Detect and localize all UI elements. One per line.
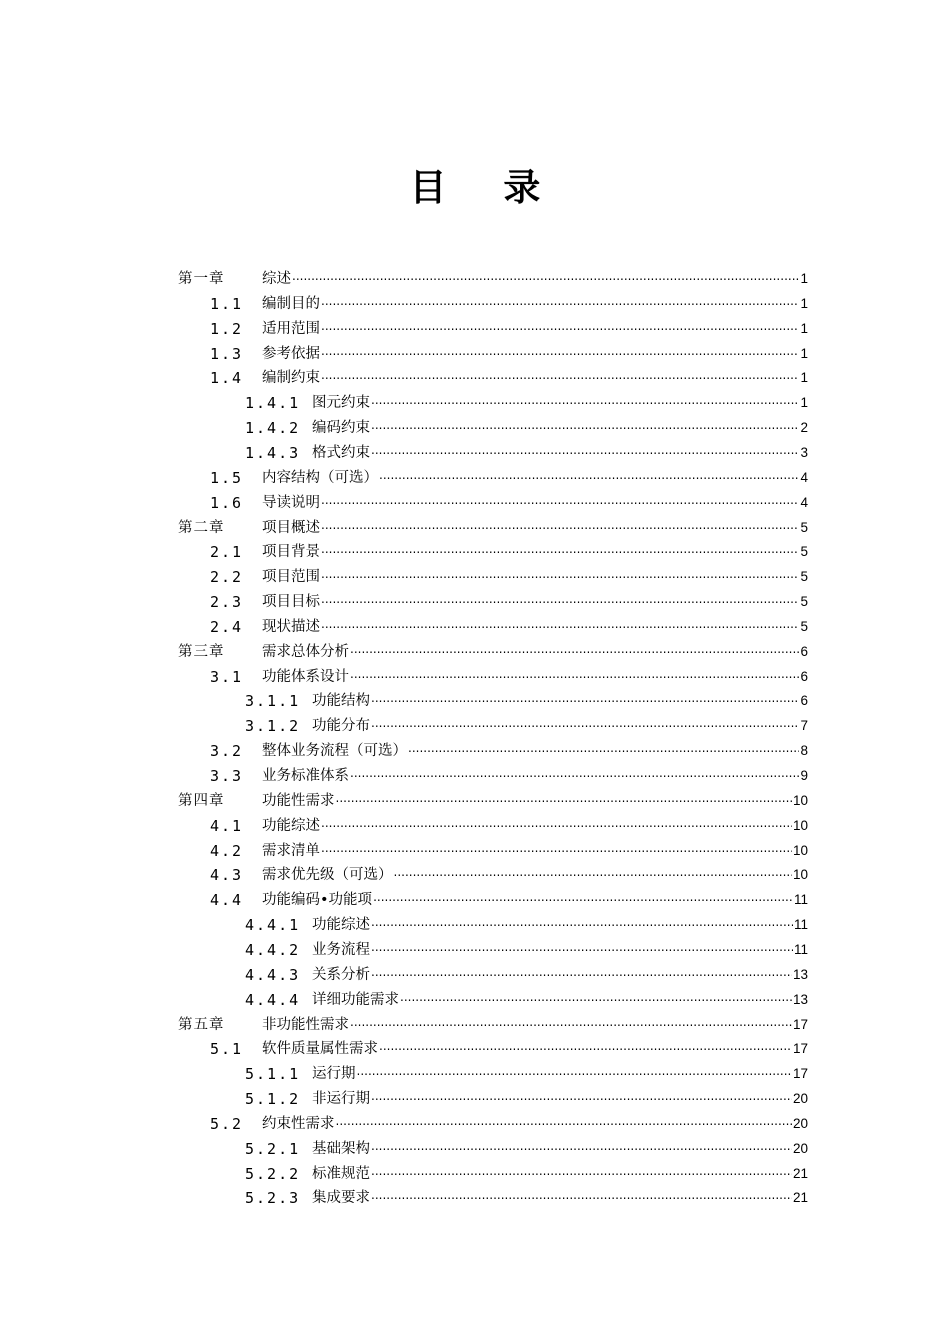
toc-entry-title: 需求优先级（可选） bbox=[262, 863, 394, 887]
toc-entry-page: 20 bbox=[792, 1091, 808, 1107]
toc-entry[interactable] bbox=[0, 963, 950, 987]
toc-entry[interactable] bbox=[0, 689, 950, 713]
toc-entry-number: 3.3 bbox=[210, 767, 244, 785]
toc-entry-number: 1.2 bbox=[210, 319, 244, 338]
toc-entry-page: 17 bbox=[792, 1041, 808, 1057]
toc-entry-page: 6 bbox=[800, 668, 808, 684]
toc-entry[interactable] bbox=[0, 466, 950, 490]
toc-entry-number: 4.1 bbox=[210, 816, 244, 835]
toc-entry-number: 5.1.2 bbox=[245, 1090, 301, 1109]
toc-entry[interactable] bbox=[0, 267, 950, 291]
toc-entry-title: 功能综述 bbox=[262, 814, 321, 838]
toc-entry-title: 功能分布 bbox=[312, 714, 371, 738]
toc-entry-number: 4.4 bbox=[210, 891, 244, 910]
toc-dot-leader bbox=[321, 314, 799, 338]
toc-entry-number: 2.1 bbox=[210, 543, 244, 562]
toc-entry[interactable] bbox=[0, 1037, 950, 1061]
toc-dot-leader bbox=[371, 1134, 792, 1158]
toc-entry-number: 第二章 bbox=[178, 519, 225, 536]
toc-dot-leader bbox=[408, 736, 799, 760]
toc-entry-page: 10 bbox=[792, 792, 808, 808]
toc-entry-page: 11 bbox=[793, 917, 808, 933]
toc-entry[interactable] bbox=[0, 1013, 950, 1037]
toc-entry-number: 1.6 bbox=[210, 493, 244, 512]
toc-entry[interactable] bbox=[0, 764, 950, 788]
toc-dot-leader bbox=[350, 1010, 792, 1034]
toc-dot-leader bbox=[371, 1084, 792, 1108]
toc-dot-leader bbox=[321, 537, 799, 561]
toc-dot-leader bbox=[357, 1059, 792, 1083]
toc-dot-leader bbox=[321, 612, 799, 636]
toc-entry-number: 第三章 bbox=[178, 643, 225, 660]
toc-dot-leader bbox=[336, 1109, 792, 1133]
toc-entry[interactable] bbox=[0, 988, 950, 1012]
toc-entry-title: 软件质量属性需求 bbox=[262, 1037, 379, 1061]
toc-entry-page: 5 bbox=[800, 519, 808, 535]
toc-entry-number: 1.5 bbox=[210, 468, 244, 487]
toc-entry-title: 内容结构（可选） bbox=[262, 466, 379, 490]
toc-entry[interactable] bbox=[0, 739, 950, 763]
toc-entry-number: 第四章 bbox=[178, 792, 225, 809]
toc-entry[interactable] bbox=[0, 714, 950, 738]
toc-entry-number: 1.4 bbox=[210, 369, 244, 388]
toc-entry-page: 13 bbox=[792, 966, 808, 982]
toc-entry-title: 参考依据 bbox=[262, 342, 321, 366]
toc-entry-title: 功能体系设计 bbox=[262, 665, 350, 689]
toc-dot-leader bbox=[350, 637, 799, 661]
toc-entry-page: 7 bbox=[800, 718, 808, 734]
toc-entry[interactable] bbox=[0, 938, 950, 962]
toc-entry[interactable] bbox=[0, 615, 950, 639]
toc-entry-number: 1.4.1 bbox=[245, 394, 301, 413]
toc-entry[interactable] bbox=[0, 814, 950, 838]
toc-dot-leader bbox=[321, 811, 792, 835]
toc-dot-leader bbox=[371, 711, 799, 735]
toc-entry[interactable] bbox=[0, 516, 950, 540]
toc-entry-title: 现状描述 bbox=[262, 615, 321, 639]
toc-entry-number: 2.4 bbox=[210, 617, 244, 636]
toc-entry-title: 适用范围 bbox=[262, 317, 321, 341]
toc-entry-page: 20 bbox=[792, 1115, 808, 1131]
toc-dot-leader bbox=[373, 885, 793, 909]
toc-entry-page: 1 bbox=[800, 271, 808, 286]
toc-entry[interactable] bbox=[0, 1162, 950, 1186]
toc-dot-leader bbox=[379, 1034, 792, 1058]
toc-entry[interactable] bbox=[0, 391, 950, 415]
toc-entry-page: 3 bbox=[800, 444, 808, 460]
toc-entry-number: 4.3 bbox=[210, 866, 244, 885]
toc-title: 目 录 bbox=[409, 166, 563, 209]
toc-dot-leader bbox=[321, 339, 799, 363]
toc-entry-title: 标准规范 bbox=[312, 1162, 371, 1186]
toc-entry[interactable] bbox=[0, 913, 950, 937]
toc-entry-title: 功能结构 bbox=[312, 689, 371, 713]
toc-entry[interactable] bbox=[0, 317, 950, 341]
toc-entry-title: 运行期 bbox=[312, 1062, 357, 1086]
toc-entry-title: 关系分析 bbox=[312, 963, 371, 987]
toc-entry-number: 5.2.3 bbox=[245, 1189, 301, 1208]
toc-entry-page: 20 bbox=[792, 1140, 808, 1156]
toc-entry-title: 项目概述 bbox=[262, 516, 321, 540]
toc-entry[interactable] bbox=[0, 292, 950, 316]
toc-entry-number: 2.3 bbox=[210, 593, 244, 612]
toc-entry-number: 5.2.2 bbox=[245, 1164, 301, 1183]
toc-entry-title: 业务标准体系 bbox=[262, 764, 350, 788]
toc-entry-title: 导读说明 bbox=[262, 491, 321, 515]
toc-dot-leader bbox=[350, 662, 799, 686]
toc-dot-leader bbox=[400, 985, 792, 1009]
toc-entry-title: 功能综述 bbox=[312, 913, 371, 937]
toc-dot-leader bbox=[371, 413, 799, 437]
toc-entry-number: 3.2 bbox=[210, 742, 244, 761]
toc-dot-leader bbox=[321, 587, 799, 611]
toc-entry[interactable] bbox=[0, 863, 950, 887]
toc-entry[interactable] bbox=[0, 1112, 950, 1136]
toc-entry-number: 5.2.1 bbox=[245, 1139, 301, 1158]
toc-entry[interactable] bbox=[0, 665, 950, 689]
toc-entry-page: 1 bbox=[800, 395, 808, 411]
toc-dot-leader bbox=[292, 264, 799, 288]
toc-entry-title: 项目目标 bbox=[262, 590, 321, 614]
toc-entry-number: 第一章 bbox=[178, 271, 225, 287]
toc-entry-number: 4.4.1 bbox=[245, 916, 301, 935]
toc-entry-page: 10 bbox=[792, 842, 808, 858]
toc-dot-leader bbox=[321, 562, 799, 586]
toc-entry-page: 6 bbox=[800, 693, 808, 709]
toc-entry-page: 8 bbox=[800, 743, 808, 759]
toc-entry-title: 项目范围 bbox=[262, 565, 321, 589]
toc-entry[interactable] bbox=[0, 416, 950, 440]
toc-entry-title: 需求清单 bbox=[262, 839, 321, 863]
toc-entry[interactable] bbox=[0, 441, 950, 465]
toc-entry-number: 4.2 bbox=[210, 841, 244, 860]
toc-entry[interactable] bbox=[0, 1186, 950, 1210]
toc-entry-number: 4.4.2 bbox=[245, 940, 301, 959]
toc-entry-page: 10 bbox=[792, 867, 808, 883]
toc-entry-number: 3.1 bbox=[210, 667, 244, 686]
toc-entry[interactable] bbox=[0, 640, 950, 664]
toc-entry-title: 需求总体分析 bbox=[262, 640, 350, 664]
toc-dot-leader bbox=[371, 935, 793, 959]
toc-entry-page: 11 bbox=[793, 892, 808, 908]
toc-entry-page: 13 bbox=[792, 991, 808, 1007]
toc-dot-leader bbox=[394, 860, 792, 884]
toc-entry-page: 2 bbox=[800, 420, 808, 436]
toc-entry-page: 4 bbox=[800, 469, 808, 485]
toc-entry[interactable] bbox=[0, 1087, 950, 1111]
toc-entry-title: 详细功能需求 bbox=[312, 988, 400, 1012]
toc-entry-page: 1 bbox=[800, 295, 808, 311]
toc-entry-page: 1 bbox=[800, 345, 808, 361]
toc-dot-leader bbox=[321, 513, 799, 537]
toc-entry-page: 11 bbox=[793, 941, 808, 957]
toc-entry-number: 1.1 bbox=[210, 294, 244, 313]
toc-entry-page: 21 bbox=[792, 1190, 808, 1206]
toc-entry-number: 3.1.2 bbox=[245, 717, 301, 736]
toc-entry-page: 5 bbox=[800, 544, 808, 560]
toc-entry-title: 业务流程 bbox=[312, 938, 371, 962]
toc-entry-page: 4 bbox=[800, 494, 808, 510]
toc-entry-title: 功能性需求 bbox=[262, 789, 336, 813]
toc-entry[interactable] bbox=[0, 491, 950, 515]
toc-entry-title: 功能编码•功能项 bbox=[262, 888, 373, 912]
toc-entry[interactable] bbox=[0, 565, 950, 589]
toc-entry-title: 综述 bbox=[262, 267, 292, 291]
toc-dot-leader bbox=[371, 910, 793, 934]
toc-entry-title: 约束性需求 bbox=[262, 1112, 336, 1136]
toc-entry-title: 非运行期 bbox=[312, 1087, 371, 1111]
toc-entry-page: 17 bbox=[792, 1066, 808, 1082]
toc-dot-leader bbox=[321, 363, 799, 387]
toc-entry-number: 4.4.3 bbox=[245, 965, 301, 984]
toc-dot-leader bbox=[321, 488, 799, 512]
toc-entry[interactable] bbox=[0, 342, 950, 366]
toc-entry-number: 3.1.1 bbox=[245, 692, 301, 711]
toc-entry-title: 集成要求 bbox=[312, 1186, 371, 1210]
toc-dot-leader bbox=[371, 960, 792, 984]
toc-entry[interactable] bbox=[0, 1137, 950, 1161]
toc-entry-title: 非功能性需求 bbox=[262, 1013, 350, 1037]
toc-dot-leader bbox=[350, 761, 799, 785]
toc-entry[interactable] bbox=[0, 366, 950, 390]
toc-entry-number: 4.4.4 bbox=[245, 990, 301, 1009]
toc-entry-page: 1 bbox=[800, 370, 808, 386]
toc-entry-title: 基础架构 bbox=[312, 1137, 371, 1161]
toc-dot-leader bbox=[371, 438, 799, 462]
toc-entry-number: 1.4.3 bbox=[245, 443, 301, 462]
toc-entry-page: 21 bbox=[792, 1165, 808, 1181]
toc-dot-leader bbox=[371, 1183, 792, 1207]
toc-entry[interactable] bbox=[0, 540, 950, 564]
toc-dot-leader bbox=[371, 388, 799, 412]
toc-dot-leader bbox=[336, 786, 792, 810]
toc-entry-page: 5 bbox=[800, 569, 808, 585]
toc-entry-page: 5 bbox=[800, 618, 808, 634]
toc-entry-number: 5.2 bbox=[210, 1114, 244, 1133]
toc-entry[interactable] bbox=[0, 888, 950, 912]
toc-entry-page: 17 bbox=[792, 1016, 808, 1032]
toc-entry-number: 1.4.2 bbox=[245, 419, 301, 438]
toc-entry-number: 5.1.1 bbox=[245, 1065, 301, 1084]
toc-entry[interactable] bbox=[0, 839, 950, 863]
toc-entry-number: 5.1 bbox=[210, 1040, 244, 1059]
toc-entry-page: 1 bbox=[800, 320, 808, 336]
toc-entry-title: 图元约束 bbox=[312, 391, 371, 415]
toc-entry-number: 2.2 bbox=[210, 568, 244, 587]
toc-dot-leader bbox=[321, 836, 792, 860]
toc-entry-title: 编制目的 bbox=[262, 292, 321, 316]
toc-entry[interactable] bbox=[0, 1062, 950, 1086]
toc-entry[interactable] bbox=[0, 590, 950, 614]
toc-entry-number: 1.3 bbox=[210, 344, 244, 363]
toc-dot-leader bbox=[379, 463, 799, 487]
toc-entry-title: 项目背景 bbox=[262, 540, 321, 564]
toc-dot-leader bbox=[371, 1159, 792, 1183]
toc-entry-title: 编制约束 bbox=[262, 366, 321, 390]
toc-entry-page: 10 bbox=[792, 817, 808, 833]
toc-entry-page: 6 bbox=[800, 643, 808, 659]
toc-entry-number: 第五章 bbox=[178, 1016, 225, 1033]
toc-entry-title: 整体业务流程（可选） bbox=[262, 739, 408, 763]
toc-dot-leader bbox=[321, 289, 799, 313]
toc-entry-page: 9 bbox=[800, 768, 808, 783]
toc-entry[interactable] bbox=[0, 789, 950, 813]
toc-entry-title: 编码约束 bbox=[312, 416, 371, 440]
toc-entry-page: 5 bbox=[800, 594, 808, 610]
toc-entry-title: 格式约束 bbox=[312, 441, 371, 465]
toc-dot-leader bbox=[371, 686, 799, 710]
